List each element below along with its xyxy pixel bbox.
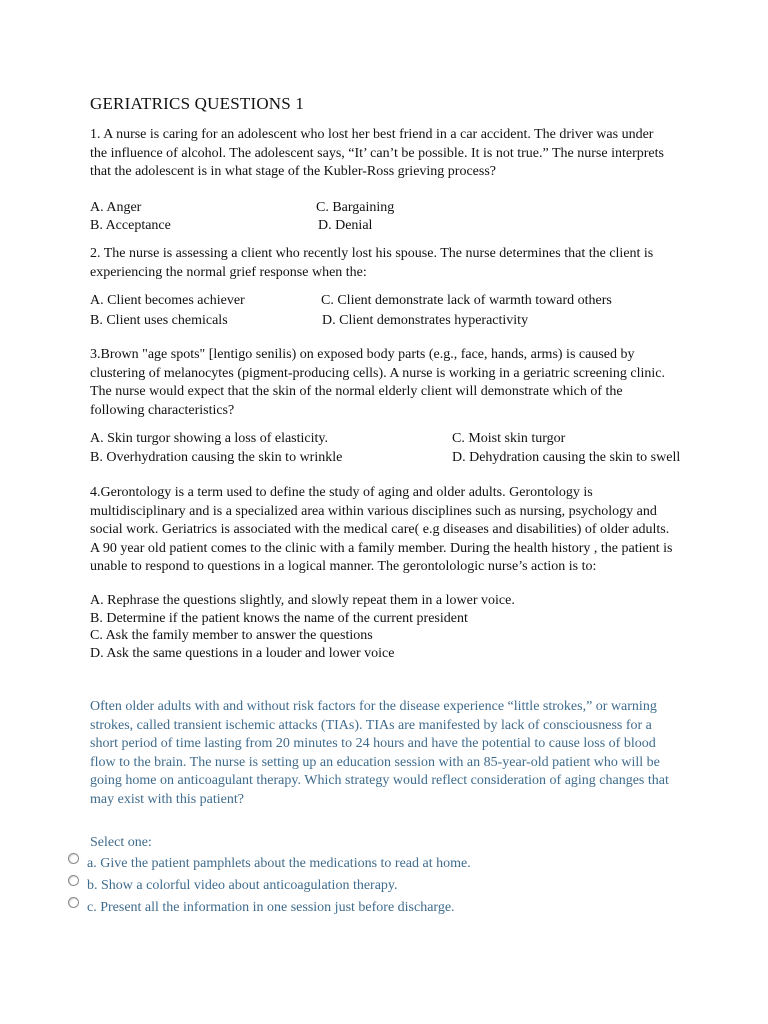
answer-option-c[interactable] xyxy=(68,897,455,918)
page-title: GERIATRICS QUESTIONS 1 xyxy=(90,94,305,113)
option-b: B. Determine if the patient knows the name of the current president xyxy=(90,611,468,626)
question-2-text: 2. The nurse is assessing a client who recently lost his spouse. The nurse determines that the client is experiencing the normal grief response when the: xyxy=(90,246,654,280)
answer-option-a-label: a. Give the patient pamphlets about the medications to read at home. xyxy=(87,856,471,871)
option-c: C. Bargaining xyxy=(316,200,395,215)
answer-option-b-label: b. Show a colorful video about anticoagulation therapy. xyxy=(87,878,398,893)
select-one-label: Select one: xyxy=(90,835,152,850)
option-a: A. Client becomes achiever xyxy=(90,293,245,308)
option-d: D. Dehydration causing the skin to swell xyxy=(452,450,681,465)
option-a: A. Rephrase the questions slightly, and slowly repeat them in a lower voice. xyxy=(90,593,515,608)
radio-button-icon[interactable] xyxy=(68,853,79,864)
option-a: A. Anger xyxy=(90,200,142,215)
radio-button-icon[interactable] xyxy=(68,875,79,886)
option-d: D. Denial xyxy=(318,218,373,233)
question-5-text: Often older adults with and without risk factors for the disease experience “little strokes,” or warning strokes, called transient ischemic attacks (TIAs). TIAs are manifested by lack of consciousness for a short period of time lasting from 20 minutes to 24 hours and have the potential to cause loss of blood flow to the brain. The nurse is setting up an education session with an 85-year-old patient who will be going home on anticoagulant therapy. Which strategy would reflect consideration of aging changes that may exist with this patient? xyxy=(90,699,669,807)
radio-button-icon[interactable] xyxy=(68,897,79,908)
option-b: B. Acceptance xyxy=(90,218,171,233)
option-a: A. Skin turgor showing a loss of elasticity. xyxy=(90,431,328,446)
question-3-text: 3.Brown "age spots" [lentigo senilis) on exposed body parts (e.g., face, hands, arms) is caused by clustering of melanocytes (pigment-producing cells). A nurse is working in a geriatric screening clinic. The nurse would expect that the skin of the normal elderly client will demonstrate which of the following characteristics? xyxy=(90,347,665,418)
answer-option-c-label: c. Present all the information in one session just before discharge. xyxy=(87,900,455,915)
option-b: B. Client uses chemicals xyxy=(90,313,228,328)
option-c: C. Client demonstrate lack of warmth toward others xyxy=(321,293,612,308)
question-1-text: 1. A nurse is caring for an adolescent who lost her best friend in a car accident. The driver was under the influence of alcohol. The adolescent says, “It’ can’t be possible. It is not true.” The nurse interprets that the adolescent is in what stage of the Kubler-Ross grieving process? xyxy=(90,127,664,179)
option-b: B. Overhydration causing the skin to wrinkle xyxy=(90,450,343,465)
option-c: C. Ask the family member to answer the questions xyxy=(90,628,373,643)
option-d: D. Ask the same questions in a louder and lower voice xyxy=(90,646,395,661)
option-d: D. Client demonstrates hyperactivity xyxy=(322,313,529,328)
option-c: C. Moist skin turgor xyxy=(452,431,566,446)
answer-option-a[interactable] xyxy=(68,853,471,874)
answer-option-b[interactable] xyxy=(68,875,398,896)
question-4-text: 4.Gerontology is a term used to define the study of aging and older adults. Gerontology is multidisciplinary and is a specialized area within various disciplines such as nursing, psychology and social work. Geriatrics is associated with the medical care( e.g diseases and disabilities) of older adults. A 90 year old patient comes to the clinic with a family member. During the health history , the patient is unable to respond to questions in a logical manner. The gerontolologic nurse’s action is to: xyxy=(90,485,673,574)
